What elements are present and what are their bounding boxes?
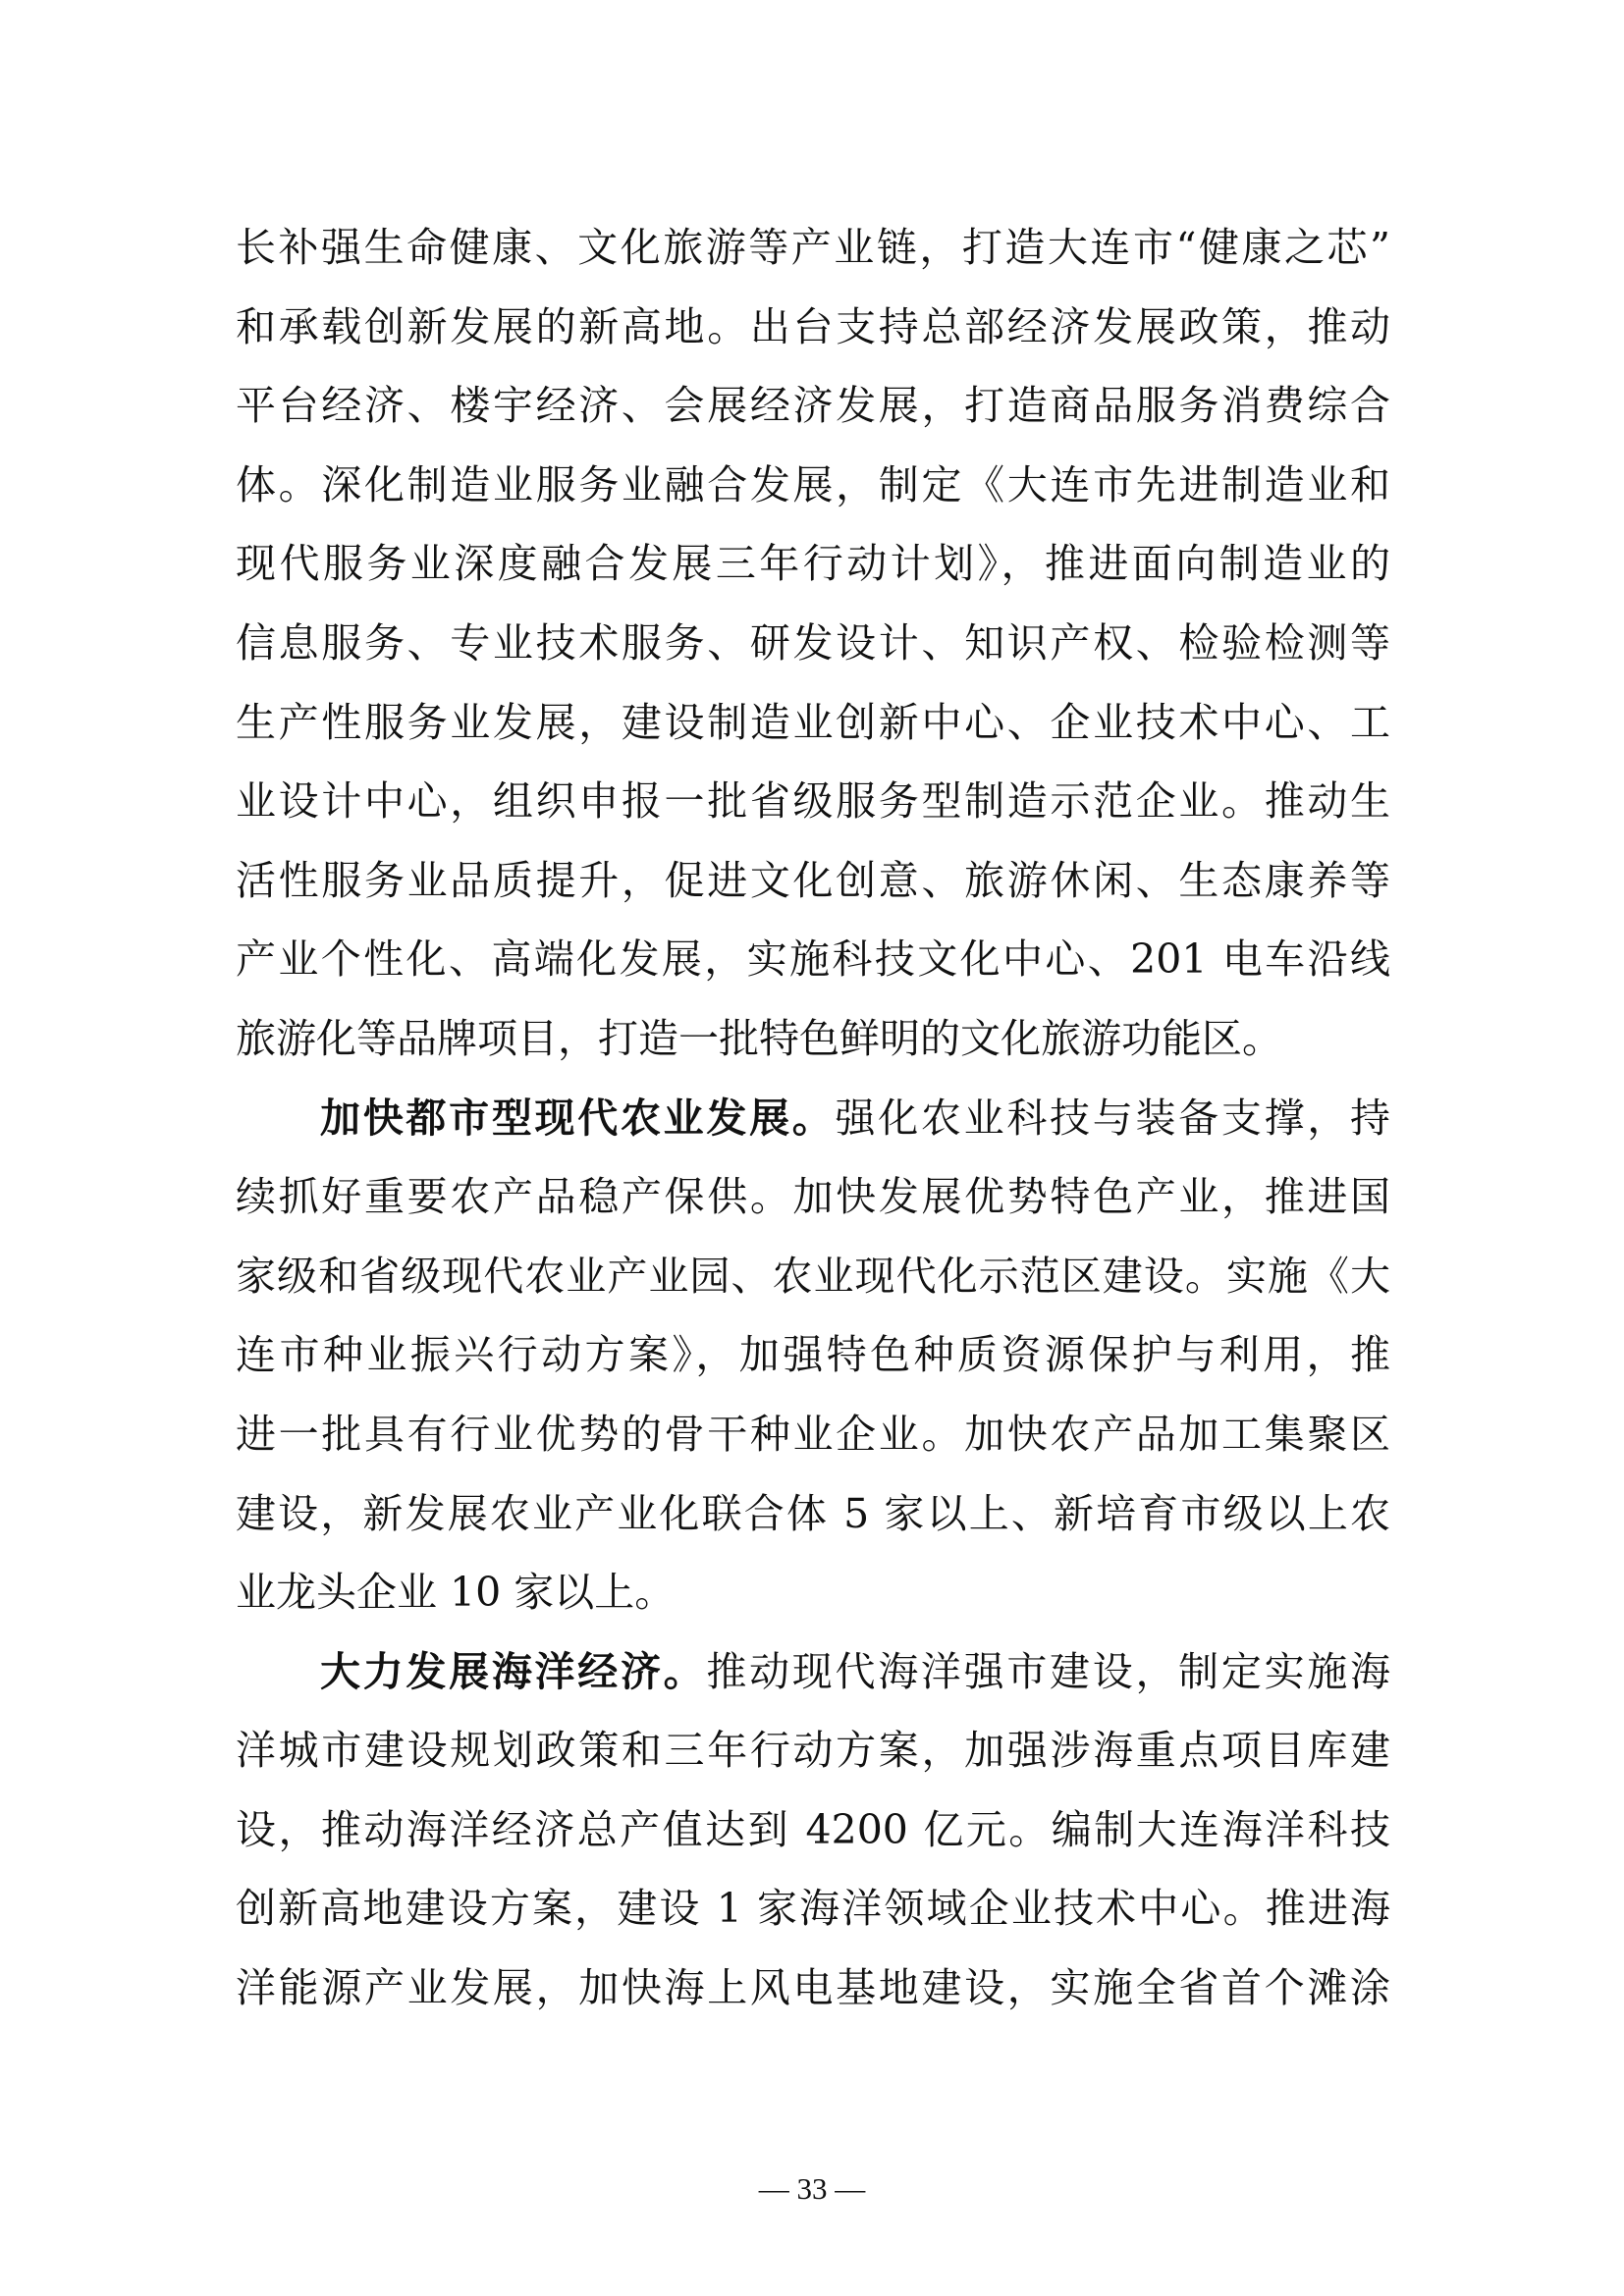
- text-line: 旅游化等品牌项目，打造一批特色鲜明的文化旅游功能区。: [236, 1014, 1282, 1062]
- text-line: 进一批具有行业优势的骨干种业企业。加快农产品加工集聚区: [236, 1410, 1390, 1458]
- section-heading-ocean-economy: 大力发展海洋经济。: [320, 1647, 707, 1695]
- text-line: 建设，新发展农业产业化联合体 5 家以上、新培育市级以上农: [236, 1489, 1390, 1537]
- body-text: [236, 218, 1390, 2038]
- text-line: 生产性服务业发展，建设制造业创新中心、企业技术中心、工: [236, 698, 1390, 746]
- text-line: 长补强生命健康、文化旅游等产业链，打造大连市“健康之芯”: [236, 224, 1390, 271]
- paragraph-first-line: [236, 1089, 1390, 1168]
- page-number: — 33 —: [758, 2171, 866, 2206]
- paragraph-first-line: [236, 1642, 1390, 1722]
- text-line: 家级和省级现代农业产业园、农业现代化示范区建设。实施《大: [236, 1252, 1390, 1300]
- text-line: 洋城市建设规划政策和三年行动方案，加强涉海重点项目库建: [236, 1727, 1390, 1775]
- section-heading-agriculture: 加快都市型现代农业发展。: [320, 1094, 836, 1142]
- text-line: 产业个性化、高端化发展，实施科技文化中心、201 电车沿线: [236, 935, 1390, 984]
- text-line: 创新高地建设方案，建设 1 家海洋领域企业技术中心。推进海: [236, 1885, 1390, 1933]
- text-line: 现代服务业深度融合发展三年行动计划》，推进面向制造业的: [236, 540, 1390, 588]
- text-line: 平台经济、楼宇经济、会展经济发展，打造商品服务消费综合: [236, 382, 1390, 430]
- text-line: 连市种业振兴行动方案》，加强特色种质资源保护与利用，推: [236, 1331, 1390, 1379]
- text-line: 和承载创新发展的新高地。出台支持总部经济发展政策，推动: [236, 302, 1390, 350]
- text-line: 活性服务业品质提升，促进文化创意、旅游休闲、生态康养等: [236, 856, 1390, 904]
- text-run: 强化农业科技与装备支撑，持: [835, 1094, 1390, 1142]
- text-line: 业龙头企业 10 家以上。: [236, 1569, 676, 1617]
- text-line: 信息服务、专业技术服务、研发设计、知识产权、检验检测等: [236, 618, 1390, 667]
- text-line: 续抓好重要农产品稳产保供。加快发展优势特色产业，推进国: [236, 1173, 1390, 1221]
- text-line: 体。深化制造业服务业融合发展，制定《大连市先进制造业和: [236, 460, 1390, 508]
- text-run: 推动现代海洋强市建设，制定实施海: [706, 1647, 1390, 1695]
- text-line: 业设计中心，组织申报一批省级服务型制造示范企业。推动生: [236, 777, 1390, 826]
- text-line: 设，推动海洋经济总产值达到 4200 亿元。编制大连海洋科技: [236, 1805, 1390, 1853]
- text-line: 洋能源产业发展，加快海上风电基地建设，实施全省首个滩涂: [236, 1964, 1390, 2012]
